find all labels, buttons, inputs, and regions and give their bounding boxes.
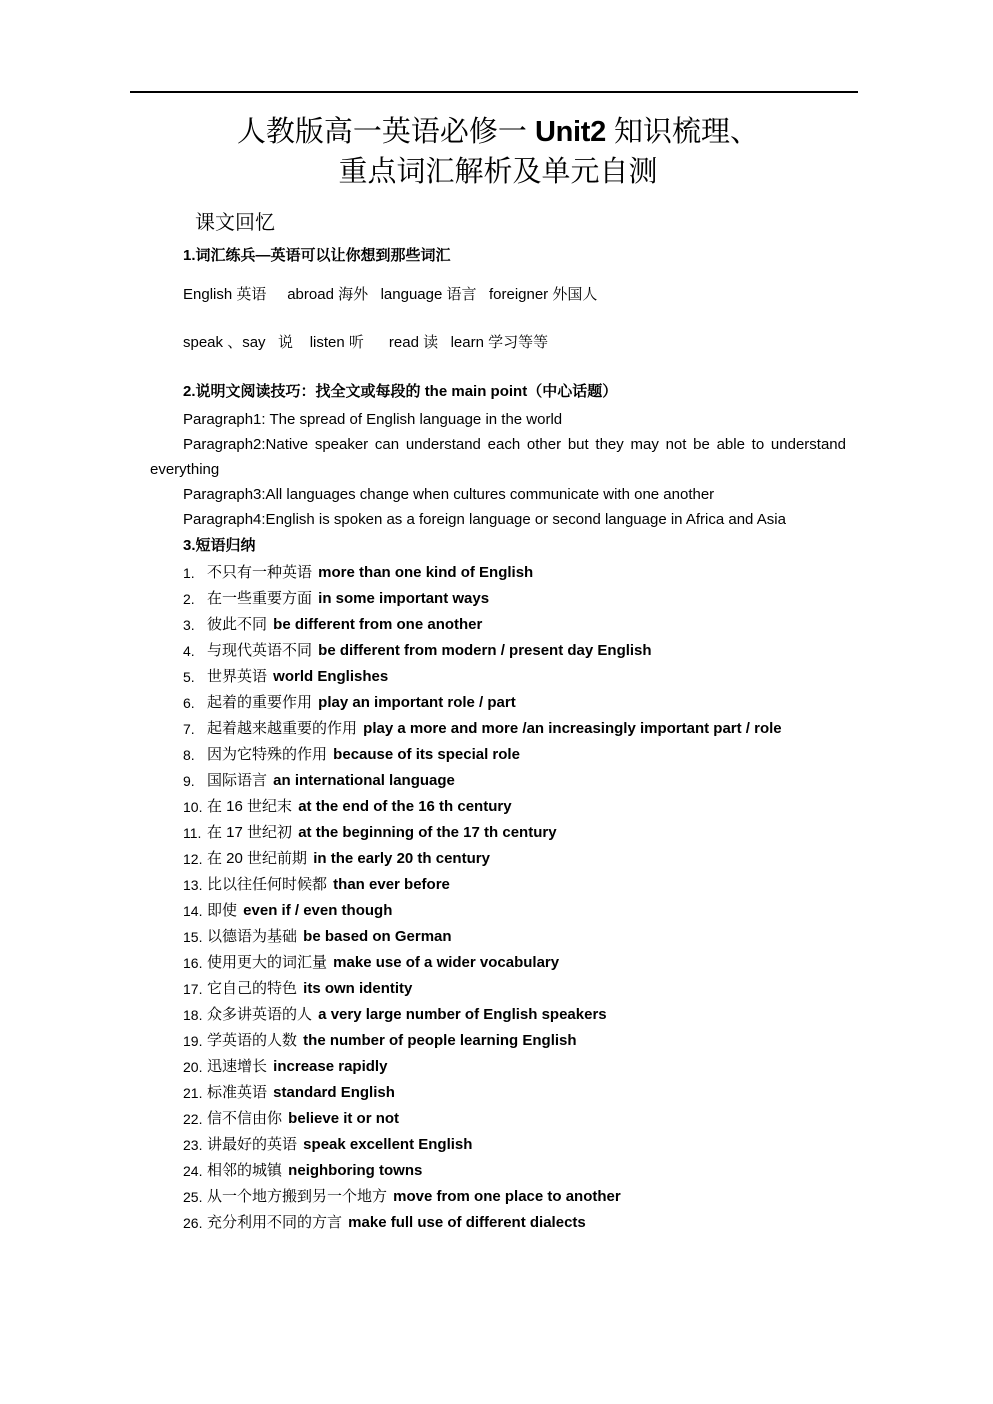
page-title-line1-tail: 知识梳理、: [606, 116, 760, 148]
phrase-list-item: [150, 950, 846, 976]
phrase-list-item: [150, 794, 846, 820]
phrase-item-english: than ever before: [329, 876, 450, 893]
paragraph-summary-2: Paragraph2:Native speaker can understand each other but they may not be able to understand everything: [150, 436, 846, 478]
subheading-reading-skills-cn-prefix: 2.说明文阅读技巧：找全文或每段的: [183, 383, 425, 400]
phrase-item-chinese: 在 17 世纪初: [207, 824, 293, 841]
phrase-item-chinese: 因为它特殊的作用: [207, 746, 328, 763]
phrase-list-item: [150, 1080, 846, 1106]
phrase-item-english: increase rapidly: [269, 1058, 388, 1075]
phrase-item-number: 18.: [183, 1007, 203, 1023]
phrase-item-number: 13.: [183, 877, 203, 893]
phrase-list-item: [150, 586, 846, 612]
phrase-item-english: because of its special role: [329, 746, 520, 763]
page-title: [150, 112, 846, 192]
phrase-list-item: [150, 768, 846, 794]
phrase-item-chinese: 即使: [207, 902, 238, 919]
phrase-item-number: 4.: [183, 643, 195, 659]
phrase-list-item: [150, 1028, 846, 1054]
phrase-item-chinese: 以德语为基础: [207, 928, 298, 945]
phrase-item-chinese: 它自己的特色: [207, 980, 298, 997]
phrase-item-number: 11.: [183, 825, 202, 841]
phrase-list: [150, 560, 846, 1236]
phrase-item-chinese: 标准英语: [207, 1084, 268, 1101]
phrase-item-chinese: 迅速增长: [207, 1058, 268, 1075]
phrase-item-english: be based on German: [299, 928, 452, 945]
phrase-item-chinese: 比以往任何时候都: [207, 876, 328, 893]
phrase-item-chinese: 与现代英语不同: [207, 642, 313, 659]
phrase-item-number: 8.: [183, 747, 195, 763]
phrase-list-item: [150, 1106, 846, 1132]
paragraph-summary-4: Paragraph4:English is spoken as a foreign language or second language in Africa and Asia: [183, 511, 786, 528]
phrase-item-english: in the early 20 th century: [309, 850, 490, 867]
phrase-item-number: 23.: [183, 1137, 203, 1153]
phrase-list-item: [150, 898, 846, 924]
subheading-reading-skills: [150, 380, 846, 404]
vocabulary-row: English 英语 abroad 海外 language 语言 foreigner 外国人: [183, 286, 598, 303]
document-content: [150, 112, 846, 1236]
phrase-list-item: [150, 560, 846, 586]
phrase-item-english: play an important role / part: [314, 694, 516, 711]
phrase-item-number: 2.: [183, 591, 195, 607]
page-title-line1-head: 人教版高一英语必修一: [236, 116, 535, 148]
phrase-list-item: [150, 820, 846, 846]
phrase-item-chinese: 在 20 世纪前期: [207, 850, 308, 867]
phrase-list-item: [150, 976, 846, 1002]
phrase-item-english: believe it or not: [284, 1110, 400, 1127]
phrase-item-chinese: 国际语言: [207, 772, 268, 789]
phrase-item-chinese: 在一些重要方面: [207, 590, 313, 607]
phrase-item-english: standard English: [269, 1084, 395, 1101]
phrase-item-english: a very large number of English speakers: [314, 1006, 607, 1023]
phrase-item-number: 5.: [183, 669, 195, 685]
phrase-item-number: 20.: [183, 1059, 203, 1075]
phrase-list-item: [150, 872, 846, 898]
phrase-list-item: [150, 1158, 846, 1184]
phrase-item-number: 7.: [183, 721, 195, 737]
phrase-list-item: [150, 1184, 846, 1210]
phrase-item-number: 21.: [183, 1085, 203, 1101]
phrase-item-number: 9.: [183, 773, 195, 789]
phrase-list-item: [150, 612, 846, 638]
phrase-item-chinese: 从一个地方搬到另一个地方: [207, 1188, 388, 1205]
phrase-item-number: 3.: [183, 617, 195, 633]
phrase-item-number: 15.: [183, 929, 203, 945]
phrase-item-number: 22.: [183, 1111, 203, 1127]
paragraph-summary-3: Paragraph3:All languages change when cultures communicate with one another: [183, 486, 715, 503]
phrase-item-english: at the end of the 16 th century: [294, 798, 512, 815]
phrase-item-number: 12.: [183, 851, 203, 867]
phrase-item-number: 24.: [183, 1163, 203, 1179]
phrase-item-english: be different from modern / present day English: [314, 642, 652, 659]
phrase-item-chinese: 不只有一种英语: [207, 564, 313, 581]
phrase-list-item: [150, 1210, 846, 1236]
page-title-unit-label: Unit2: [534, 116, 606, 148]
phrase-list-item: [150, 690, 846, 716]
phrase-item-english: even if / even though: [239, 902, 393, 919]
phrase-item-english: the number of people learning English: [299, 1032, 577, 1049]
phrase-item-english: be different from one another: [269, 616, 483, 633]
vocabulary-row: speak 、say 说 listen 听 read 读 learn 学习等等: [183, 334, 549, 351]
page-title-line2: 重点词汇解析及单元自测: [338, 156, 658, 188]
paragraph-summary-1: Paragraph1: The spread of English language in the world: [183, 411, 563, 428]
phrase-list-item: [150, 924, 846, 950]
phrase-list-item: [150, 716, 846, 742]
phrase-item-number: 19.: [183, 1033, 203, 1049]
phrase-item-english: in some important ways: [314, 590, 490, 607]
phrase-item-english: speak excellent English: [299, 1136, 473, 1153]
phrase-item-english: make use of a wider vocabulary: [329, 954, 560, 971]
phrase-item-chinese: 在 16 世纪末: [207, 798, 293, 815]
section-heading-text-recall: 课文回忆: [195, 212, 275, 234]
phrase-item-chinese: 信不信由你: [207, 1110, 283, 1127]
phrase-item-chinese: 充分利用不同的方言: [207, 1214, 343, 1231]
paragraph-summaries: [150, 407, 846, 532]
phrase-item-number: 17.: [183, 981, 203, 997]
phrase-item-chinese: 彼此不同: [207, 616, 268, 633]
phrase-item-number: 25.: [183, 1189, 203, 1205]
phrase-item-chinese: 起着越来越重要的作用: [207, 720, 358, 737]
phrase-list-item: [150, 742, 846, 768]
phrase-item-chinese: 相邻的城镇: [207, 1162, 283, 1179]
phrase-item-english: its own identity: [299, 980, 413, 997]
phrase-item-english: move from one place to another: [389, 1188, 621, 1205]
subheading-vocabulary-drill: 1.词汇练兵—英语可以让你想到那些词汇: [183, 247, 451, 264]
phrase-item-chinese: 学英语的人数: [207, 1032, 298, 1049]
subheading-phrase-summary: 3.短语归纳: [183, 537, 256, 554]
phrase-list-item: [150, 638, 846, 664]
vocabulary-block: [150, 284, 846, 354]
phrase-item-chinese: 起着的重要作用: [207, 694, 313, 711]
phrase-list-item: [150, 846, 846, 872]
phrase-item-english: at the beginning of the 17 th century: [294, 824, 557, 841]
phrase-list-item: [150, 1002, 846, 1028]
subheading-reading-skills-cn-suffix: （中心话题）: [527, 383, 618, 400]
phrase-item-english: more than one kind of English: [314, 564, 534, 581]
phrase-item-english: neighboring towns: [284, 1162, 423, 1179]
phrase-item-chinese: 使用更大的词汇量: [207, 954, 328, 971]
phrase-item-chinese: 世界英语: [207, 668, 268, 685]
phrase-item-number: 14.: [183, 903, 203, 919]
phrase-item-number: 16.: [183, 955, 203, 971]
phrase-item-english: world Englishes: [269, 668, 389, 685]
phrase-list-item: [150, 1132, 846, 1158]
phrase-item-number: 26.: [183, 1215, 203, 1231]
phrase-item-chinese: 众多讲英语的人: [207, 1006, 313, 1023]
phrase-item-chinese: 讲最好的英语: [207, 1136, 298, 1153]
phrase-list-item: [150, 1054, 846, 1080]
phrase-list-item: [150, 664, 846, 690]
phrase-item-number: 10.: [183, 799, 203, 815]
phrase-item-number: 6.: [183, 695, 195, 711]
subheading-main-point-latin: the main point: [424, 383, 528, 400]
phrase-item-number: 1.: [183, 565, 195, 581]
phrase-item-english: an international language: [269, 772, 455, 789]
header-horizontal-rule: [130, 91, 858, 93]
phrase-item-english: make full use of different dialects: [344, 1214, 586, 1231]
phrase-item-english: play a more and more /an increasingly important part / role: [359, 720, 782, 737]
